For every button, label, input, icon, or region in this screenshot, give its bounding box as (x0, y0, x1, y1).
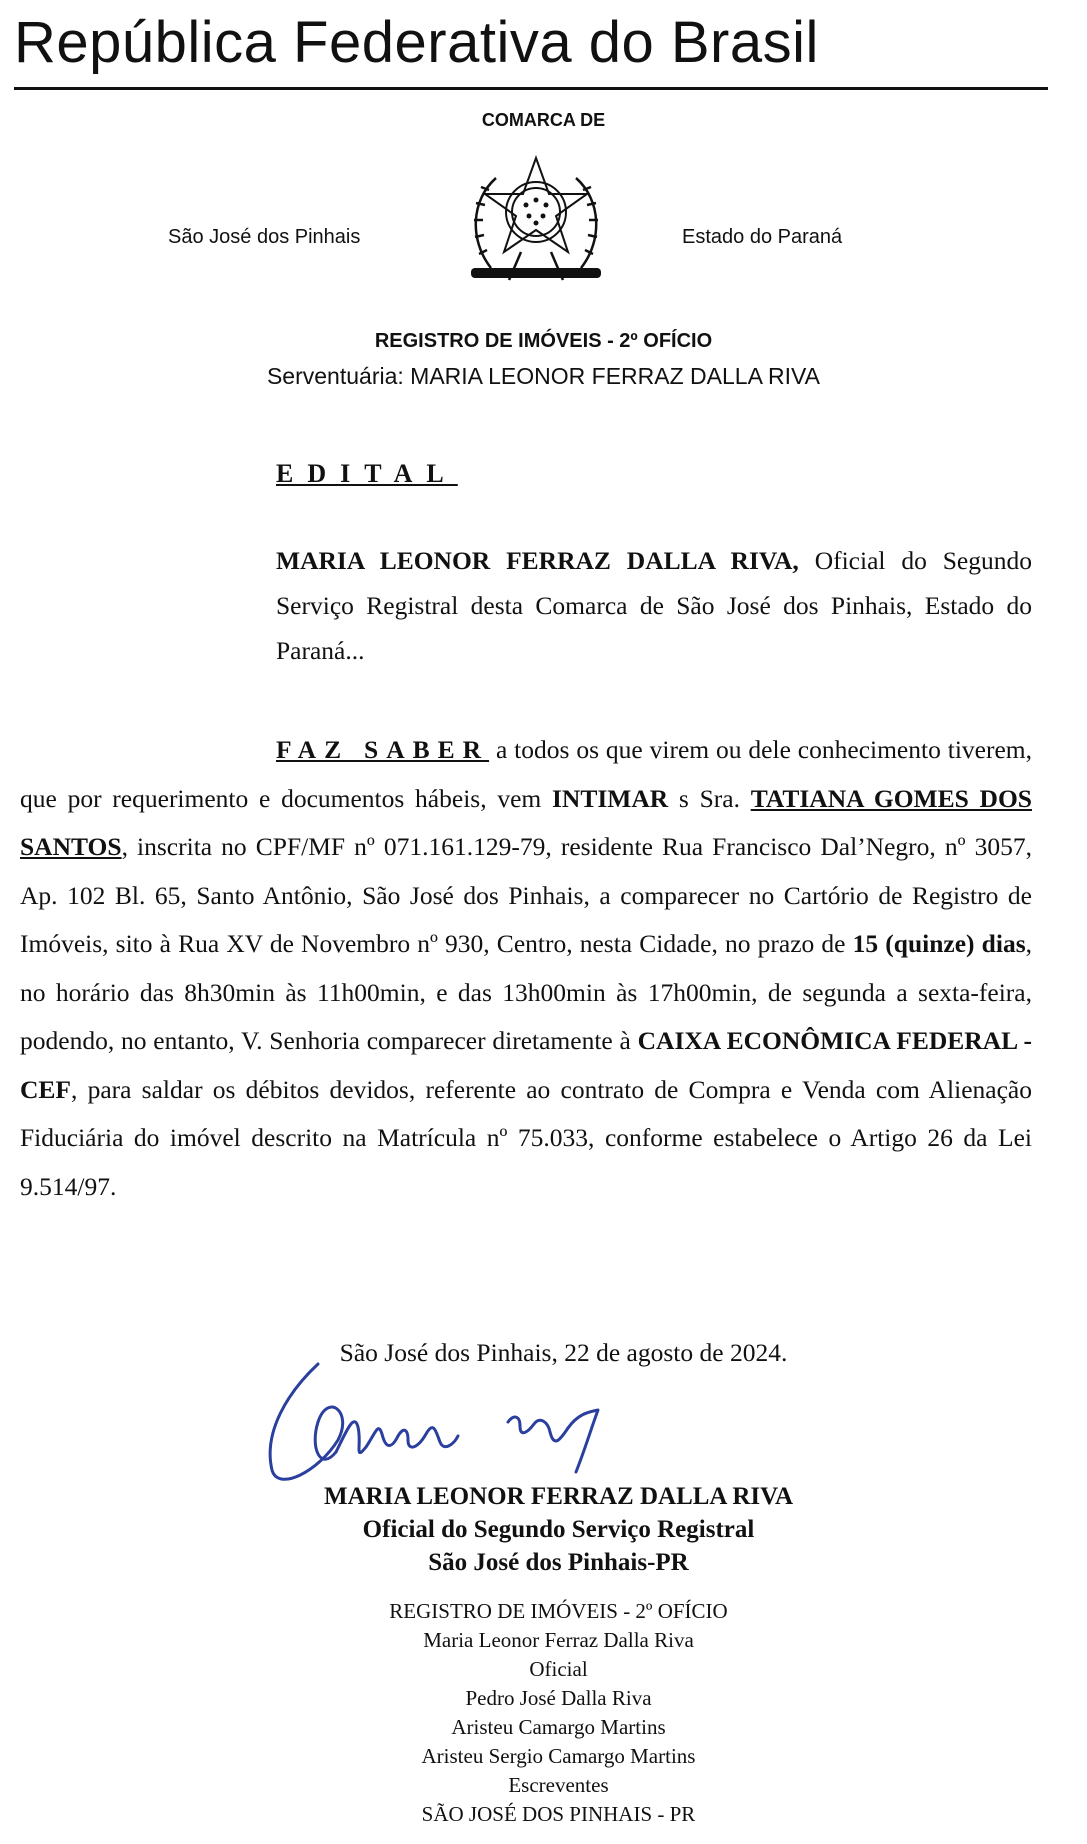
registry-office-title: REGISTRO DE IMÓVEIS - 2º OFÍCIO (374, 330, 713, 352)
stamp-line: Maria Leonor Ferraz Dalla Riva (423, 1628, 694, 1652)
date-line: São José dos Pinhais, 22 de agosto de 2024. (339, 1338, 788, 1367)
document-title: EDITAL (276, 459, 458, 488)
body-text-5: , para saldar os débitos devidos, referente ao contrato de Compra e Venda com Alienação Fiduciária do imóvel descrito na Matrícula nº 75.033, conforme estabelece o Artigo 26 da Lei 9.514/97. (20, 1074, 1032, 1201)
serventuaria-line: Serventuária: MARIA LEONOR FERRAZ DALLA RIVA (266, 363, 821, 389)
body-paragraph (20, 726, 1032, 1211)
comarca-label: COMARCA DE (481, 110, 606, 130)
state-label: Estado do Paraná (682, 226, 843, 248)
signatory-location: São José dos Pinhais-PR (428, 1549, 689, 1576)
body-text-3: , inscrita no CPF/MF nº 071.161.129-79, residente Rua Francisco Dal’Negro, nº 3057, Ap. 102 Bl. 65, Santo Antônio, São José dos Pinhais, a comparecer no Cartório de Registro de Imóveis, sito à Rua XV de Novembro nº 930, Centro, nesta Cidade, no prazo de (20, 832, 1032, 958)
intro-paragraph (276, 538, 1032, 673)
office-stamp (0, 1597, 1087, 1829)
intro-name: MARIA LEONOR FERRAZ DALLA RIVA, (276, 546, 799, 575)
body-text-1: a todos os que virem ou dele conhecimento tiverem, que por requerimento e documentos hábeis, vem (20, 735, 1032, 813)
stamp-line: Oficial (529, 1657, 588, 1681)
stamp-line: REGISTRO DE IMÓVEIS - 2º OFÍCIO (389, 1599, 728, 1623)
bank-name: CAIXA ECONÔMICA FEDERAL - CEF (20, 1026, 1032, 1104)
coat-of-arms-seal-icon (451, 150, 621, 310)
intro-text: Oficial do Segundo Serviço Registral desta Comarca de São José dos Pinhais, Estado do Paraná... (276, 546, 1032, 665)
city-label: São José dos Pinhais (168, 226, 361, 248)
signatory-name: MARIA LEONOR FERRAZ DALLA RIVA (323, 1483, 794, 1510)
person-name: TATIANA GOMES DOS SANTOS (20, 783, 1032, 861)
stamp-line: Aristeu Sergio Camargo Martins (421, 1744, 696, 1768)
header-divider (14, 87, 1048, 90)
signatory-role: Oficial do Segundo Serviço Registral (362, 1516, 755, 1543)
stamp-line: Escreventes (508, 1773, 609, 1797)
stamp-line: Aristeu Camargo Martins (451, 1715, 666, 1739)
body-text-4: , no horário das 8h30min às 11h00min, e das 13h00min às 17h00min, de segunda a sexta-feira, podendo, no entanto, V. Senhoria comparecer diretamente à (20, 929, 1032, 1055)
body-text-2: s Sra. (668, 783, 751, 813)
deadline: 15 (quinze) dias (852, 929, 1026, 958)
signatory-block (0, 1480, 1087, 1579)
stamp-line: SÃO JOSÉ DOS PINHAIS - PR (421, 1802, 696, 1826)
stamp-line: Pedro José Dalla Riva (465, 1686, 652, 1710)
faz-saber: FAZ SABER (276, 735, 490, 764)
country-title: República Federativa do Brasil (14, 10, 819, 75)
intimar-label: INTIMAR (551, 783, 669, 813)
